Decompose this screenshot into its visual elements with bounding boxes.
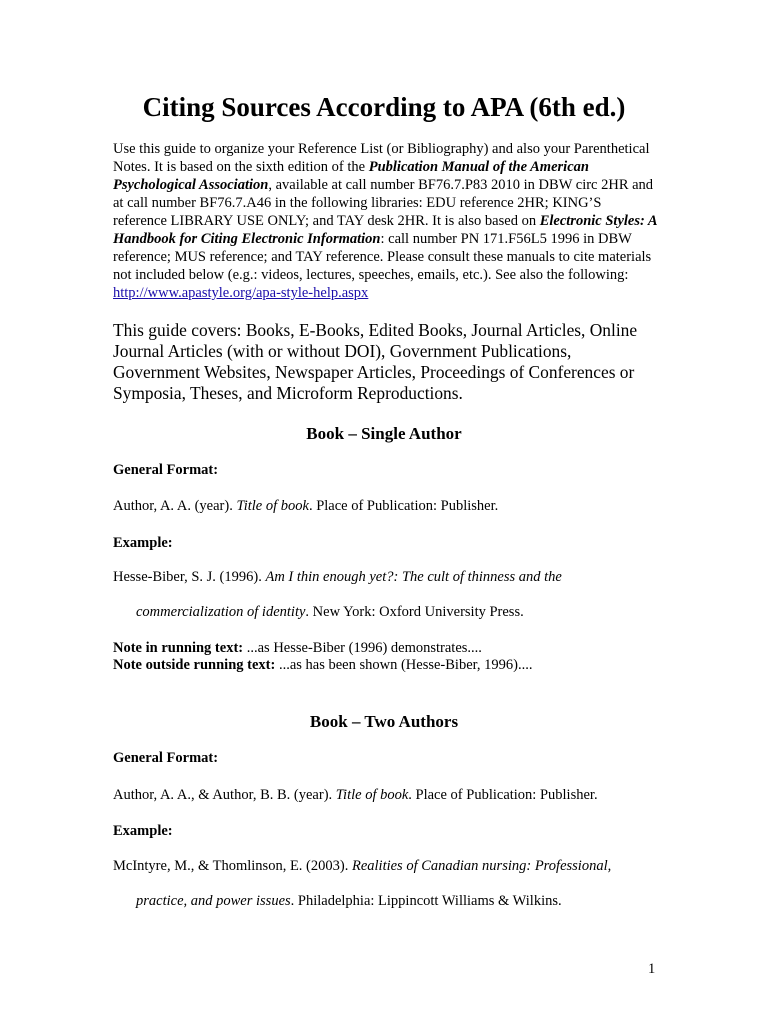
intro-text: : call number PN 171.F56L5 1996 in DBW reference; MUS reference; and TAY reference. Please consult these manuals to cite materials not included below (e.g.: videos, lectures, speeches, emails, etc.). See also the following: — [113, 231, 652, 283]
format-text: Author, A. A. (year). — [113, 498, 237, 514]
section-heading-single-author: Book – Single Author — [306, 424, 462, 443]
citation-title: Realities of Canadian nursing: Professional, — [351, 858, 612, 874]
citation-title: Am I thin enough yet?: The cult of thinness and the — [265, 569, 562, 585]
citation-text: . Philadelphia: Lippincott Williams & Wilkins. — [290, 893, 562, 909]
format-text: Author, A. A., & Author, B. B. (year). — [113, 787, 336, 803]
citation-text: Hesse-Biber, S. J. (1996). — [113, 569, 266, 585]
example-citation-line-2 — [136, 893, 562, 910]
example-citation-line-2 — [136, 604, 524, 621]
general-format-text — [113, 498, 498, 515]
note-text: ...as Hesse-Biber (1996) demonstrates.... — [243, 640, 482, 656]
intro-text: , available at call number BF76.7.P83 2010 in DBW circ 2HR and at call number BF76.7.A46 in the following libraries: EDU reference 2HR; KING’S reference LIBRARY USE ONLY; and TAY desk 2HR. It is also based on — [113, 177, 654, 229]
publication-manual-title: Publication Manual of the American Psychological Association — [113, 159, 589, 193]
page-number: 1 — [648, 961, 656, 977]
general-format-label: General Format: — [113, 462, 219, 478]
format-text: . Place of Publication: Publisher. — [408, 787, 598, 803]
citation-title: practice, and power issues — [136, 893, 291, 909]
example-citation-line-1 — [113, 858, 611, 875]
note-running-text — [113, 640, 482, 657]
note-text: ...as has been shown (Hesse-Biber, 1996).... — [275, 657, 533, 673]
example-label: Example: — [113, 823, 173, 839]
intro-paragraph — [113, 140, 658, 302]
note-label: Note outside running text: — [113, 657, 276, 673]
note-outside-running-text — [113, 657, 532, 674]
format-title: Title of book — [335, 787, 409, 803]
format-title: Title of book — [236, 498, 309, 514]
example-citation-line-1 — [113, 569, 562, 586]
note-label: Note in running text: — [113, 640, 244, 656]
general-format-label: General Format: — [113, 750, 219, 766]
apa-style-link[interactable]: http://www.apastyle.org/apa-style-help.aspx — [113, 285, 369, 301]
intro-text: Use this guide to organize your Reference List (or Bibliography) and also your Parenthetical Notes. It is based on the sixth edition of the — [113, 141, 650, 175]
page-title: Citing Sources According to APA (6th ed.) — [142, 92, 626, 122]
guide-coverage-paragraph: This guide covers: Books, E-Books, Edited Books, Journal Articles, Online Journal Articles (with or without DOI), Government Publications, Government Websites, Newspaper Articles, Proceedings of Conferences or Symposia, Theses, and Microform Reproductions. — [113, 320, 638, 403]
example-label: Example: — [113, 535, 173, 551]
citation-text: . New York: Oxford University Press. — [305, 604, 524, 620]
format-text: . Place of Publication: Publisher. — [308, 498, 499, 514]
general-format-text — [113, 787, 598, 804]
citation-text: McIntyre, M., & Thomlinson, E. (2003). — [113, 858, 352, 874]
electronic-styles-title: Electronic Styles: A Handbook for Citing Electronic Information — [113, 213, 657, 247]
citation-title: commercialization of identity — [136, 604, 306, 620]
section-heading-two-authors: Book – Two Authors — [309, 712, 459, 731]
